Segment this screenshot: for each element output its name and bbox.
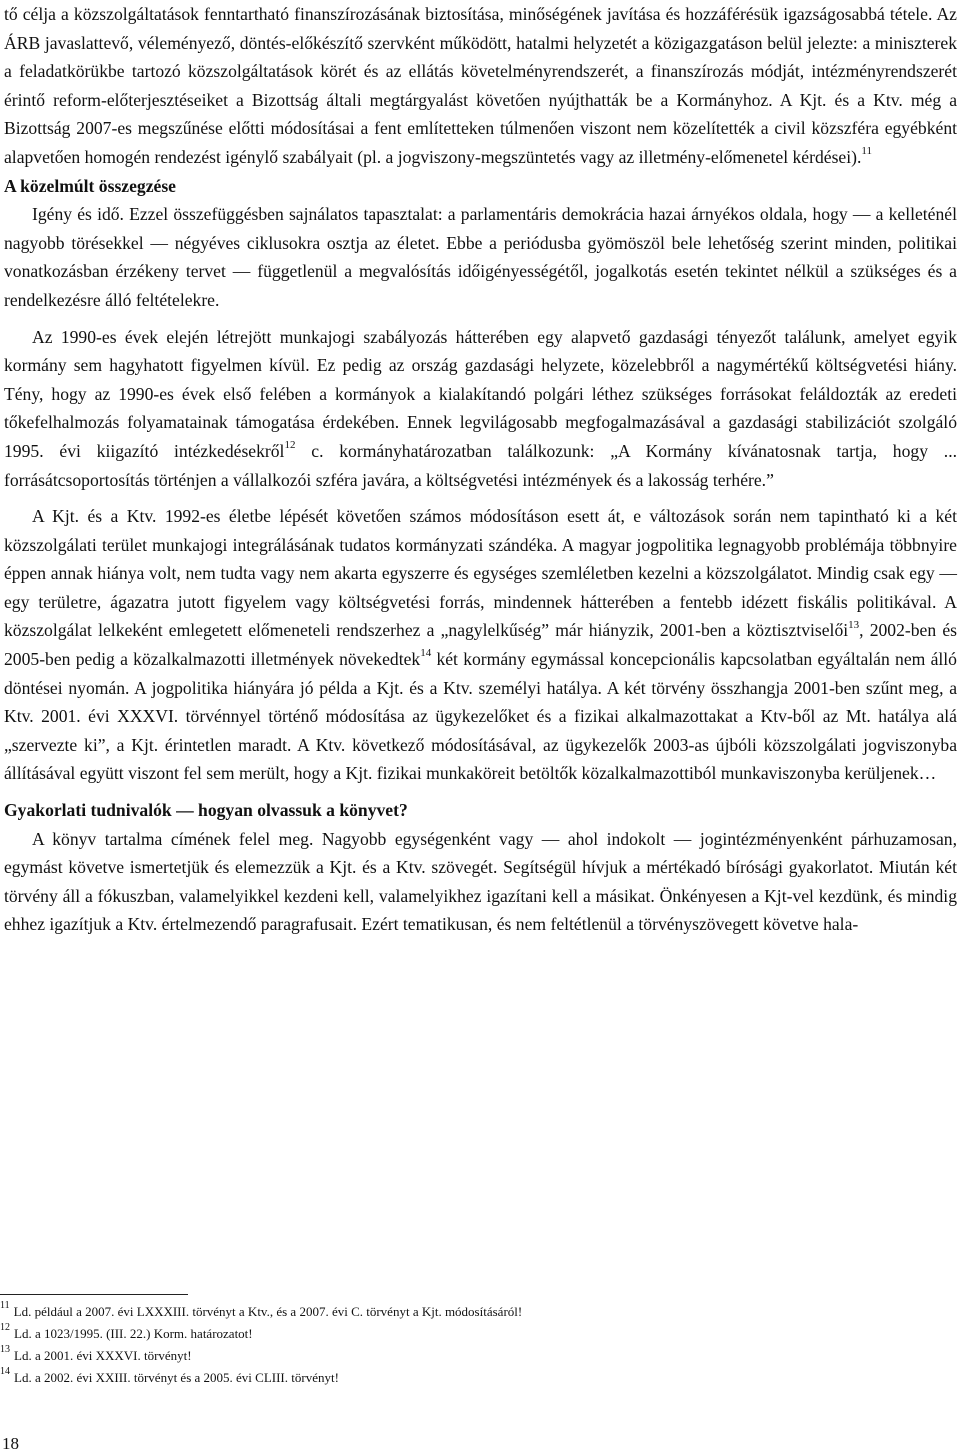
paragraph (4, 502, 957, 788)
paragraph-text: , 2002-ben és 2005-ben pedig a közalkalmazotti illetmények növekedtek (4, 620, 957, 670)
footnote-number: 12 (0, 1321, 10, 1333)
footnote-number: 11 (0, 1299, 10, 1311)
footnote-ref[interactable]: 12 (284, 439, 296, 452)
paragraph-text: c. kormányhatározatban találkozunk: „A Kormány kívánatosnak tartja, hogy ... forrásátcsoportosítás történjen a vállalkozói szféra javára, a költségvetési intézmények és a lakosság terhére.” (4, 440, 957, 490)
paragraph-text: Az 1990-es évek elején létrejött munkajogi szabályozás hátterében egy alapvető gazdasági tényezőt találunk, amelyet egyik kormány sem hagyhatott figyelmen kívül. Ez pedig az ország gazdasági helyzete, közelebbről a nagymértékű költségvetési hiány. Tény, hogy az 1990-es évek első felében a kormányok a kialakítandó polgári léthez szükséges forrásokat feláldozták az eredeti tőkefelhalmozás folyamatainak támogatása érdekében. Ennek legvilágosabb megfogalmazásával a gazdasági stabilizációt szolgáló 1995. évi kiigazító intézkedésekről (4, 326, 957, 461)
paragraph: A könyv tartalma címének felel meg. Nagyobb egységenként vagy — ahol indokolt — jogintézményenként párhuzamosan, egymást követve ismertetjük és elemezzük a Kjt. és a Ktv. szövegét. Segítségül hívjuk a mértékadó bírósági gyakorlatot. Miután két törvény áll a fókuszban, valamelyikkel kezdeni kell, valamelyikhez igazítani kell a másikat. Önkényesen a Kjt-vel kezdünk, és mindig ehhez igazítjuk a Ktv. értelmezendő paragrafusait. Ezért tematikusan, és nem feltétlenül a törvényszövegett követve hala- (4, 828, 957, 935)
footnote-text: Ld. a 1023/1995. (III. 22.) Korm. határozatot! (14, 1326, 253, 1341)
section-heading: Gyakorlati tudnivalók — hogyan olvassuk a könyvet? (4, 800, 408, 821)
footnote-text: Ld. a 2001. évi XXXVI. törvényt! (14, 1348, 192, 1363)
paragraph-text: A Kjt. és a Ktv. 1992-es életbe lépését követően számos módosításon esett át, e változások során nem tapintható ki a két közszolgálati terület munkajogi integrálásának tudatos kormányzati szándéka. A magyar jogpolitika legnagyobb problémája többnyire éppen annak hiánya volt, nem tudta vagy nem akarta egyszerre és egységes szemléletben kezelni a közszolgálatot. Mindig csak egy — egy területre, ágazatra jutott figyelem vagy költségvetési forrás, mindennek hátterében a fentebb idézett fiskális politikával. A közszolgálat lelkeként emlegetett előmeneteli rendszerhez a „nagylelkűség” már hiányzik, 2001-ben a köztisztviselői (4, 506, 957, 641)
footnote-ref[interactable]: 14 (420, 647, 432, 660)
paragraph: Igény és idő. Ezzel összefüggésben sajnálatos tapasztalat: a parlamentáris demokrácia hazai árnyékos oldala, hogy — a kelleténél nagyobb törésekkel — négyéves ciklusokra osztja az életet. Ebbe a periódusba gyömöszöl bele lehetőség szerint minden, politikai vonatkozásban érzékeny tervet — függetlenül a megvalósítás időigényességétől, jogalkotás esetén tekintet nélkül a szükséges és a rendelkezésre álló feltételekre. (4, 204, 957, 310)
footnote (0, 1323, 957, 1345)
footnote (0, 1367, 957, 1389)
footnote-text: Ld. például a 2007. évi LXXXIII. törvényt a Ktv., és a 2007. évi C. törvényt a Kjt. módosításáról! (13, 1304, 523, 1319)
paragraph-text: két kormány egymással koncepcionális kapcsolatban egyáltalán nem álló döntései nyomán. A jogpolitika hiányára jó példa a Kjt. és a Ktv. személyi hatálya. A két törvény összhangja 2001-ben szűnt meg, a Ktv. 2001. évi XXXVI. törvénnyel történő módosítása az ügykezelőket és a fizikai alkalmazottakat a Ktv-ből az Mt. hatálya alá „szervezte ki”, a Kjt. érintetlen maradt. A Ktv. következő módosításával, az ügykezelők 2003-as újbóli közszolgálati jogviszonyba állításával együtt viszont fel sem merült, hogy a Kjt. fizikai munkaköreit betöltők közalkalmazottiból munkaviszonyba kerüljenek… (4, 649, 957, 784)
page-number: 18 (2, 1434, 19, 1453)
footnote-number: 13 (0, 1343, 10, 1355)
paragraph-text: tő célja a közszolgáltatások fenntartható finanszírozásának biztosítása, minőségének javítása és hozzáférésük igazságosabbá tétele. Az ÁRB javaslattevő, véleményező, döntés-előkészítő szervként működött, hatalmi helyzetét a közigazgatáson belül jelezte: a miniszterek a feladatkörükbe tartozó közszolgáltatások körét és az ellátás követelményrendszerét, a finanszírozás módját, intézményrendszerét érintő reform-előterjesztéseiket a Bizottság általi megtárgyalást követően nyújthatták be a Kormányhoz. A Kjt. és a Ktv. még a Bizottság 2007-es megszűnése előtti módosításai a fent említetteken túlmenően viszont nem közelítették a civil közszféra egyébként alapvetően homogén rendezést igénylő szabályait (pl. a jogviszony-megszüntetés vagy az illetmény-előmenetel kérdései). (4, 4, 957, 167)
paragraph (4, 323, 957, 495)
footnote-number: 14 (0, 1365, 10, 1377)
footnote-ref[interactable]: 13 (848, 618, 860, 631)
footnote (0, 1345, 957, 1367)
footnote-text: Ld. a 2002. évi XXIII. törvényt és a 2005. évi CLIII. törvényt! (14, 1370, 339, 1385)
footnotes (0, 1294, 957, 1389)
footnote (0, 1301, 957, 1323)
section-heading: A közelmúlt összegzése (4, 175, 176, 196)
footnote-ref[interactable]: 11 (861, 145, 872, 158)
main-text (4, 0, 957, 939)
paragraph (4, 0, 957, 172)
footnote-separator (0, 1294, 188, 1295)
